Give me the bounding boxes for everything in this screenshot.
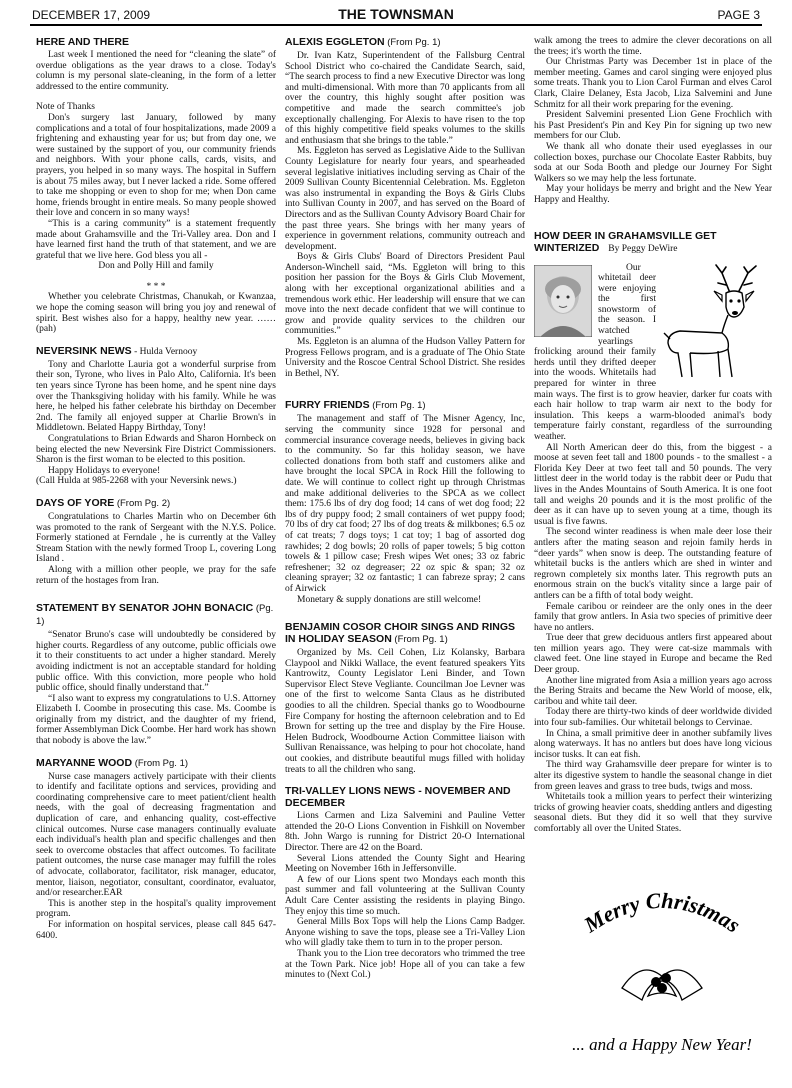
column-3 bbox=[534, 36, 772, 835]
paragraph: The management and staff of The Misner Agency, Inc, serving the community since 1928 for personal and commercial insurance coverage needs, believes in giving back to the community. So far this holiday season, we have collected donations from both staff and customers alike and have brought the local SPCA in Rock Hill the following to date. We will continue to collect right up through Christmas and make additional deliveries to the SPCA as we collect them: 175.6 lbs of dry dog food; 14 cans of wet dog food; 22 lbs of dry puppy food; 2 small containers of wet puppy food; 70 lbs of dry cat food; 27 lbs of dog treats & milkbones; 6.5 oz of cat treats; 7 dogs toys; 1 cat toy; 1 bag of assorted dog rawhides; 2 dog bowls; 20 rolls of paper towels; 5 big cotton towels & 1 pillow case; Fresh wipes Wet ones; 33 oz fabric refreshener; 32 oz degreaser; 22 oz spic & span; 32 oz cleaning sprayer; 32 oz fantastic; 1 can fabreze spray; 2 cans of Airwick bbox=[285, 414, 525, 594]
page-header bbox=[30, 6, 762, 26]
article-title-furry-friends bbox=[285, 399, 525, 412]
paragraph: Congratulations to Charles Martin who on December 6th was promoted to the rank of Sergeant with the N.Y.S. Police. Formerly stationed at Ferndale , he is currently at the Valley Stream Station with the newly formed Troop L, covering Long Island . bbox=[36, 511, 276, 565]
paragraph: The third way Grahamsville deer prepare for winter is to alter its digestive system to handle the seasonal change in diet from green leaves and grass to tree buds, twigs and moss. bbox=[534, 760, 772, 792]
paragraph: In China, a small primitive deer in another subfamily lives along waterways. It has no antlers but does have long vicious incisor tusks. It can eat fish. bbox=[534, 728, 772, 760]
issue-date: DECEMBER 17, 2009 bbox=[32, 8, 151, 22]
paragraph: This is another step in the hospital's quality improvement program. bbox=[36, 898, 276, 920]
paragraph: Whitetails took a million years to perfect their winterizing tricks of growing heavier coats, shedding antlers and digesting seasonal diets. But they did it so well that they survive comfortably all over the United States. bbox=[534, 792, 772, 834]
christmas-greeting-graphic bbox=[552, 878, 772, 1058]
title-text: DAYS OF YORE bbox=[36, 496, 115, 509]
paragraph: Our whitetail deer were enjoying the first snowstorm of the season. I watched yearlings frolicking around their family herds until they drifted deeper into the woods. Whitetails had prepared for winter in three main ways. The first is to grow heavier, darker fur coats with each hair hollow to trap warm air next to the body for insulation. This keeps a warm-blooded animal's body temperature fairly constant, regardless of the surrounding weather. bbox=[534, 262, 772, 442]
paragraph: Along with a million other people, we pray for the safe return of the hostages from Iran. bbox=[36, 564, 276, 586]
holly-icon bbox=[622, 970, 702, 1000]
article-title-days-of-yore bbox=[36, 497, 276, 510]
paragraph: “I also want to express my congratulations to U.S. Attorney Elizabeth I. Coombe in prosecuting this case. Ms. Coombe is originally from my district, and the daughter of my friend, former Assemblyman Dick Coombe. Her hard work has shown that nobody is above the law.” bbox=[36, 693, 276, 747]
paragraph: Ms. Eggleton is an alumna of the Hudson Valley Pattern for Progress Fellows program, and is a graduate of The Ohio State University and the Roscoe Central School District. She resides in Bethel, NY. bbox=[285, 337, 525, 379]
paragraph: Another line migrated from Asia a million years ago across the Bering Straits and became the New World of moose, elk, caribou and white tail deer. bbox=[534, 675, 772, 707]
merry-christmas-text: Merry Christmas bbox=[579, 887, 745, 938]
paragraph: “This is a caring community” is a statement frequently made about Grahamsville and the Tri-Valley area. Don and I have learned first hand the truth of that statement, and we are grateful that we live here. God bless you all - bbox=[36, 218, 276, 261]
paragraph: walk among the trees to admire the clever decorations on all the trees; it's worth the time. bbox=[534, 36, 772, 57]
paragraph: Today there are thirty-two kinds of deer worldwide divided into four sub-families. Our whitetail belongs to Cervinae. bbox=[534, 707, 772, 729]
deer-illustration bbox=[660, 263, 772, 381]
separator-stars: * * * bbox=[146, 281, 166, 292]
paragraph: Whether you celebrate Christmas, Chanukah, or Kwanzaa, we hope the coming season will bring you joy and renewal of spirit. Best wishes also for a happy, healthy new year. …… (pah) bbox=[36, 292, 276, 335]
title-text: HOW DEER IN GRAHAMSVILLE GET WINTERIZED bbox=[534, 229, 717, 254]
source-ref: (From Pg. 2) bbox=[114, 497, 171, 509]
paragraph: Lions Carmen and Liza Salvemini and Pauline Vetter attended the 20-O Lions Convention in Fishkill on November 8th. John Wargo is running for District 20-O International Director. There are 42 on the Board. bbox=[285, 811, 525, 853]
paragraph: Thank you to the Lion tree decorators who trimmed the tree at the Town Park. Nice job! Hope all of you can take a few minutes to (Next Col.) bbox=[285, 948, 525, 981]
source-ref: (From Pg. 1) bbox=[391, 634, 448, 646]
paragraph: The second winter readiness is when male deer lose their antlers after the mating season and rejoin family herds in “deer yards” when snow is deep. The outstanding feature of whitetail bucks is the antlers which are shed in winter and regrown completely six months later. This regrowth puts an enormous strain on the buck's vitality since a large pair of antlers can be a fifth of total body weight. bbox=[534, 527, 772, 601]
article-title-here-and-there: HERE AND THERE bbox=[36, 36, 129, 48]
title-text: BENJAMIN COSOR CHOIR SINGS AND RINGS IN HOLIDAY SEASON bbox=[285, 621, 516, 646]
title-text: MARYANNE WOOD bbox=[36, 756, 133, 769]
source-ref: (From Pg. 1) bbox=[384, 37, 441, 48]
paragraph: Ms. Eggleton has served as Legislative Aide to the Sullivan County Legislature for nearly four years, and spearheaded several legislative initiatives including serving as Chair of the 2009 Sullivan County Bicentennial Celebration. Ms. Eggleton was also instrumental in expanding the Boys & Girls Clubs into Sullivan County in 2007, and has served on the Board of Directors and as the Sullivan County Advisory Board Chair for the past three years. She brings with her many years of experience in government relations, community outreach and development. bbox=[285, 146, 525, 252]
author-photo bbox=[534, 265, 592, 337]
article-title-maryanne-wood bbox=[36, 757, 276, 770]
paragraph: We thank all who donate their used eyeglasses in our collection boxes, purchase our Chocolate Easter Rabbits, buy soda at our Soda Booth and pledge our Journey For Sight Walkers so we may help the less fortunate. bbox=[534, 141, 772, 184]
paragraph: Female caribou or reindeer are the only ones in the deer family that grow antlers. In Asia two species of primitive deer have no antlers. bbox=[534, 601, 772, 633]
subhead-note-of-thanks: Note of Thanks bbox=[36, 102, 95, 113]
paragraph: Congratulations to Brian Edwards and Sharon Hornbeck on being elected the new Neversink Fire District Commissioners. Sharon is the first woman to be elected to this position. bbox=[36, 434, 276, 466]
paragraph: (Call Hulda at 985-2268 with your Neversink news.) bbox=[36, 476, 237, 487]
paragraph: Dr. Ivan Katz, Superintendent of the Fallsburg Central School District who co-chaired the Candidate Search, said, “The search process to find a new Executive Director was long and multi-dimensional. With more than 70 applicants from all over the country, this highly sought after position was competitive and made the search committee's job exceptionally challenging. For Alexis to have risen to the top of this highly competitive field speaks volumes to the skills and enthusiasm that she brings to the table.” bbox=[285, 51, 525, 146]
paragraph: “Senator Bruno's case will undoubtedly be considered by higher courts. Regardless of any outcome, public officials owe it to their constituents to act under a higher standard. Merely avoiding indictment is not an acceptable standard for holding public office. With this conviction, more people who hold public office, should finally understand that.” bbox=[36, 630, 276, 694]
article-title-alexis-eggleton bbox=[285, 36, 525, 49]
article-title-deer-winterized bbox=[534, 230, 772, 255]
title-text: STATEMENT BY SENATOR JOHN BONACIC bbox=[36, 602, 254, 615]
article-title-tri-valley-lions: TRI-VALLEY LIONS NEWS - NOVEMBER AND DECEMBER bbox=[285, 785, 511, 810]
source-ref: (Pg. 1) bbox=[36, 603, 274, 628]
happy-new-year-text: ... and a Happy New Year! bbox=[572, 1035, 752, 1054]
paragraph: Happy Holidays to everyone! bbox=[48, 465, 161, 476]
source-ref: (From Pg. 1) bbox=[132, 757, 189, 769]
paragraph: Tony and Charlotte Lauria got a wonderful surprise from their son, Tyrone, who lives in Palo Alto, California. It's been ten years since Tyrone has been home, and he spent nine days over the Thanksgiving holiday with his family. While he was here, he helped his father celebrate his birthday on December 2nd. The family all enjoyed supper at Charlie Brown's in Middletown. Belated Happy Birthday, Tony! bbox=[36, 359, 276, 434]
byline: - Hulda Vernooy bbox=[131, 346, 198, 357]
column-2 bbox=[285, 36, 525, 981]
paragraph: Monetary & supply donations are still welcome! bbox=[297, 594, 482, 605]
paragraph: Don's surgery last January, followed by many complications and a total of four hospitalizations, made 2009 a frightening and exhausting year for us; but from day one, we were sustained by the support of you, our community friends and neighbors. With your phone calls, cards, visits, and prayers, you helped in so many ways. The hospital in Suffern is about 75 miles away, but I never lacked a ride. Some offered to take me shopping or even to shop for me; when Don came home, friends brought in entire meals. So many people showed their love and concern in so many ways! bbox=[36, 112, 276, 219]
source-ref: (From Pg. 1) bbox=[369, 400, 426, 412]
paragraph: Several Lions attended the County Sight and Hearing Meeting on November 16th in Jeffersonville. bbox=[285, 853, 525, 875]
signature: Don and Polly Hill and family bbox=[98, 261, 214, 272]
paragraph: General Mills Box Tops will help the Lions Camp Badger. Anyone wishing to save the tops, please see a Tri-Valley Lion who will gladly take them to turn in to the proper person. bbox=[285, 917, 525, 949]
article-title-neversink-news bbox=[36, 345, 276, 358]
paragraph: Nurse case managers actively participate with their clients to identify and facilitate options and services, providing and coordinating comprehensive care to meet patient/client health needs, with the goal of decreasing fragmentation and duplication of care, and enhancing quality, cost-effective clinical outcomes. Nurse case managers continually evaluate each individual's health plan and specific challenges and then seek to overcome obstacles that affect outcomes. To facilitate patient outcomes, the nurse case manager may fulfill the roles of advocate, collaborator, facilitator, risk manager, educator, mentor, liaison, negotiator, consultant, coordinator, evaluator, and/or researcher.EAR bbox=[36, 771, 276, 899]
paragraph: For information on hospital services, please call 845 647-6400. bbox=[36, 919, 276, 941]
title-text: ALEXIS EGGLETON bbox=[285, 36, 385, 48]
paragraph: May your holidays be merry and bright and the New Year Happy and Healthy. bbox=[534, 184, 772, 205]
paragraph: All North American deer do this, from the biggest - a moose at seven feet tall and 1800 pounds - to the smallest - a Florida Key Deer at two feet tall and 50 pounds. The very littlest deer in the world today is the rabbit deer or Pudu that lives in the Andes Mountains of South America. It is one foot tall and weighs 20 pounds and it is the most prolific of the deer as it can have up to seven young at a time, though its usual is five fawns. bbox=[534, 442, 772, 527]
byline: By Peggy DeWire bbox=[608, 243, 678, 254]
paragraph: Our Christmas Party was December 1st in place of the member meeting. Games and carol singing were enjoyed plus some treats. Thank you to Lion Carol Furman and elves Carol Clark, Claire Delaney, Esta Jacob, Liza Salvemini and June Schmitz for all their work preparing for the evening. bbox=[534, 57, 772, 110]
masthead: THE TOWNSMAN bbox=[338, 6, 454, 22]
paragraph: Last week I mentioned the need for “cleaning the slate” of overdue obligations as the year draws to a close. Today's column is my personal slate-cleaning, in the form of a letter addressed to the entire community. bbox=[36, 50, 276, 92]
page-number: PAGE 3 bbox=[717, 8, 760, 22]
column-1 bbox=[36, 36, 276, 941]
paragraph: A few of our Lions spent two Mondays each month this past summer and fall volunteering at the Sullivan County Adult Care Center assisting the residents in playing Bingo. They enjoy this time so much. bbox=[285, 874, 525, 917]
title-text: FURRY FRIENDS bbox=[285, 399, 370, 412]
article-title-benjamin-cosor-choir bbox=[285, 621, 525, 646]
title-text: NEVERSINK NEWS bbox=[36, 344, 132, 357]
paragraph: Boys & Girls Clubs' Board of Directors President Paul Anderson-Winchell said, “Ms. Eggleton will bring to this position her passion for the Boys & Girls Club Movement, along with her exceptional organizational abilities and a tremendous work ethic. Her leadership will ensure that we can move into the next decade confident that we will continue to grow and provide quality services to the children our communities.” bbox=[285, 252, 525, 337]
paragraph: Organized by Ms. Ceil Cohen, Liz Kolansky, Barbara Claypool and Nikki Wallace, the event featured speakers Yits Kantrowitz, County Legislator Leni Binder, and Town Supervisor Elect Steve Vegliante. Councilman Joe Levner was one of the first to welcome Santa Claus as he distributed goodies to all the children. Special thanks go to Woodbourne Fire Company for hosting the afternoon celebration and to Ed Brown for setting up the tree and display by the Fire House. Helen Budrock, Woodbourne Action Committee liaison with Sullivan Renaissance, was helping to pour hot chocolate, hand out cookies, and distribute beautiful mugs filled with holiday treats to all the children who sang. bbox=[285, 648, 525, 775]
article-title-senator-statement bbox=[36, 602, 276, 628]
paragraph: President Salvemini presented Lion Gene Frochlich with his Past President's Pin and Key Pin for signing up two new members for our Club. bbox=[534, 110, 772, 142]
paragraph: True deer that grew deciduous antlers first appeared about ten million years ago. They were cat-size mammals with clawed feet. One line stayed in Europe and became the Red Deer group. bbox=[534, 633, 772, 676]
